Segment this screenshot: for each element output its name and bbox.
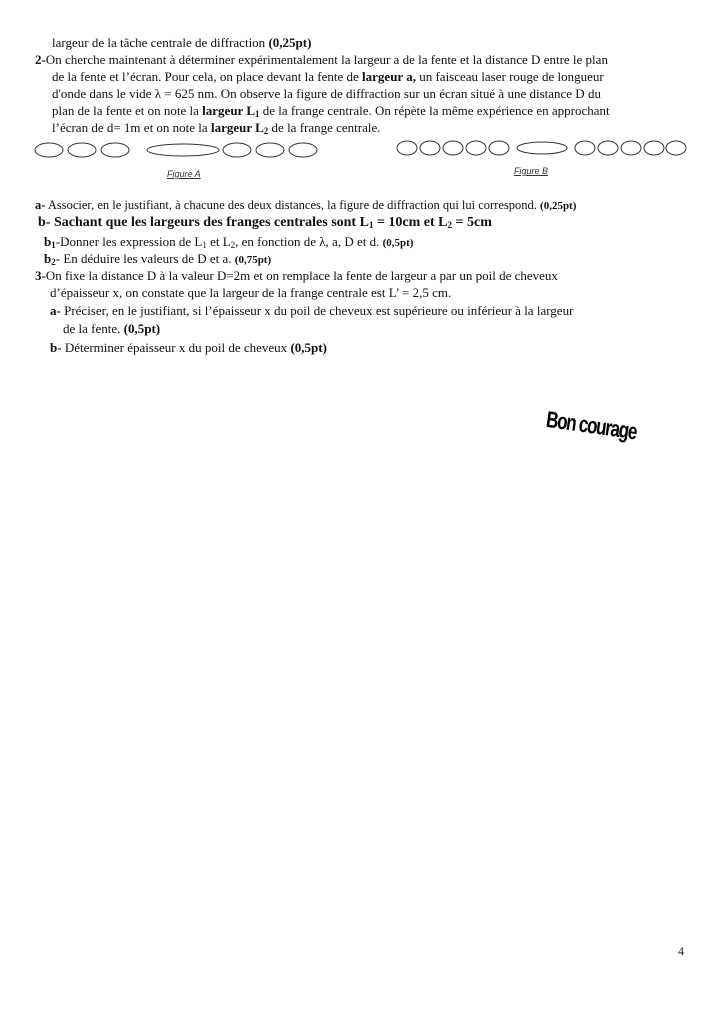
subscript: 1 [368, 220, 374, 230]
fringe [35, 143, 63, 157]
question-3-line-1 [35, 267, 558, 284]
page-number: 4 [678, 944, 684, 958]
text: , en fonction de λ, a, D et d. [235, 234, 383, 249]
text: b- Sachant que les largeurs des franges centrales sont L [38, 215, 369, 230]
text: On fixe la distance D à la valeur D=2m et on remplace la fente de largeur a par un poil de cheveux [45, 268, 558, 283]
bold-text: largeur a, [362, 69, 416, 84]
text: Préciser, en le justifiant, si l’épaisseur x du poil de cheveux est supérieure ou inférieur à la largeur [60, 303, 574, 318]
bold-text: largeur L [210, 120, 264, 135]
question-3a-line-2 [63, 320, 160, 337]
text: d'onde dans le vide λ = 625 nm. On observe la figure de diffraction sur un écran situé à une distance D du [52, 86, 601, 101]
fringe [397, 141, 417, 155]
text: un faisceau laser rouge de longueur [415, 69, 604, 84]
question-2-line-3 [52, 85, 601, 102]
question-label: b- [50, 340, 62, 355]
question-2-line-5 [52, 119, 381, 136]
figure-b-label: Figure B [514, 166, 549, 176]
text: Déterminer épaisseur x du poil de cheveux [61, 340, 291, 355]
fringe [443, 141, 463, 155]
question-label: b [44, 234, 52, 249]
text: On cherche maintenant à déterminer expérimentalement la largeur a de la fente et la distance D entre le plan [45, 52, 608, 67]
subscript: 2 [230, 240, 236, 250]
text: de la fente et l’écran. Pour cela, on place devant la fente de [52, 69, 363, 84]
text: de la frange centrale. On répète la même expérience en approchant [259, 103, 610, 118]
question-label: b [44, 251, 52, 266]
points: (0,25pt) [540, 200, 577, 212]
points: (0,75pt) [234, 254, 272, 266]
text: -Donner les expression de L [55, 234, 203, 249]
fringe [644, 141, 664, 155]
text: - En déduire les valeurs de D et a. [55, 251, 235, 266]
central-fringe [147, 144, 219, 156]
points: (0,5pt) [382, 237, 414, 249]
text: de la fente. [63, 321, 124, 336]
fringe [466, 141, 486, 155]
points: (0,5pt) [290, 340, 327, 355]
text: et L [206, 234, 231, 249]
line-1 [52, 34, 311, 51]
text: largeur de la tâche centrale de diffraction [52, 35, 269, 50]
points: (0,5pt) [123, 321, 161, 336]
text: d’épaisseur x, on constate que la largeur de la frange centrale est L’ = 2,5 cm. [50, 285, 452, 300]
fringe [223, 143, 251, 157]
question-label: a- [35, 198, 46, 212]
points: (0,25pt) [268, 35, 312, 50]
figure-b-diffraction-pattern [395, 137, 687, 159]
question-2-line-4 [52, 102, 610, 119]
subscript: 2 [51, 257, 56, 267]
subscript: 2 [447, 220, 453, 230]
question-3a-line-1 [50, 302, 573, 319]
question-b [38, 214, 492, 231]
subscript: 1 [202, 240, 207, 250]
question-3b [50, 339, 327, 356]
question-2-line-1 [35, 51, 608, 68]
text: l’écran de d= 1m et on note la [52, 120, 211, 135]
fringe [621, 141, 641, 155]
text: = 5cm [452, 215, 492, 230]
fringe [289, 143, 317, 157]
question-3-line-2 [50, 284, 451, 301]
subscript: 1 [255, 109, 260, 119]
fringe [420, 141, 440, 155]
subscript: 1 [51, 240, 56, 250]
bold-text: largeur L [202, 103, 256, 118]
text: plan de la fente et on note la [52, 103, 203, 118]
fringe [256, 143, 284, 157]
subscript: 2 [263, 126, 269, 136]
central-fringe [517, 142, 567, 154]
figure-a-diffraction-pattern [34, 139, 334, 161]
fringe [666, 141, 686, 155]
text: = 10cm et L [373, 215, 448, 230]
question-number: 2- [35, 52, 46, 67]
fringe [575, 141, 595, 155]
question-label: a- [50, 303, 61, 318]
fringe [101, 143, 129, 157]
fringe [489, 141, 509, 155]
question-number: 3- [35, 268, 46, 283]
signature-bon-courage: Bon courage [544, 406, 639, 445]
fringe [68, 143, 96, 157]
text: Associer, en le justifiant, à chacune des deux distances, la figure de diffraction qui lui correspond. [45, 198, 541, 212]
figure-a-label: Figure A [167, 169, 201, 179]
question-2-line-2 [52, 68, 604, 85]
text: de la frange centrale. [268, 120, 381, 135]
fringe [598, 141, 618, 155]
question-a [35, 197, 576, 215]
